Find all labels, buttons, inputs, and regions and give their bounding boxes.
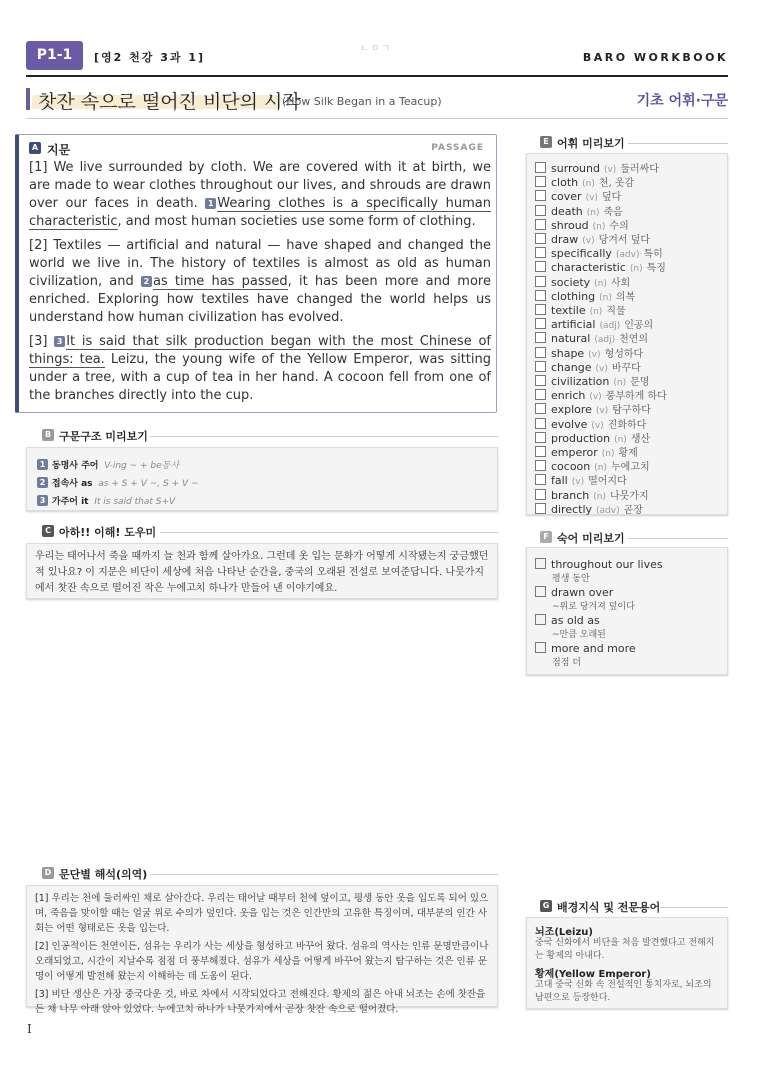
section-type-label: 기초 어휘·구문 xyxy=(636,93,728,109)
vocab-meaning: 천, 옷감 xyxy=(598,178,635,190)
vocab-item xyxy=(535,160,659,174)
vocab-word: branch xyxy=(551,488,590,502)
page-title: 찻잔 속으로 떨어진 비단의 시작 xyxy=(38,91,301,113)
vocab-word: shape xyxy=(551,346,585,360)
structure-row: 3 가주어 it It is said that S+V xyxy=(37,494,175,507)
vocab-word: society xyxy=(551,275,591,289)
vocab-item xyxy=(535,288,635,302)
vocab-meaning: 특히 xyxy=(643,249,663,261)
vocab-pos: (n) xyxy=(599,292,612,303)
checkbox[interactable] xyxy=(535,162,546,173)
vocab-word: production xyxy=(551,431,611,445)
vocab-meaning: 인공의 xyxy=(624,320,654,332)
vocab-word: civilization xyxy=(551,375,610,388)
vocab-pos: (v) xyxy=(591,420,604,431)
idiom-item: throughout our lives 평생 동안 xyxy=(535,558,663,584)
vocab-word: textile xyxy=(551,304,586,317)
vocab-pos: (n) xyxy=(613,378,627,388)
vocab-meaning: 떨어지다 xyxy=(588,476,627,488)
vocab-item xyxy=(535,359,641,373)
vocab-item xyxy=(535,274,630,288)
vocab-item xyxy=(535,217,629,231)
passage-paragraph-2: [2] Textiles — artificial and natural — have shaped and changed the world we live in. The history of textiles is almost as old as human civilization, and 2 as time has passed, it has been more and more enriched. Exploring how textiles have changed the world helps us understand how human civilization has evolved. xyxy=(29,238,491,325)
vocab-pos: (n) xyxy=(593,491,606,502)
vocab-meaning: 의복 xyxy=(615,291,636,303)
checkbox[interactable] xyxy=(535,503,546,514)
section-divider xyxy=(160,532,498,533)
idioms-box xyxy=(526,547,728,675)
vocab-word: emperor xyxy=(551,446,598,459)
structure-marker-2: 2 xyxy=(141,276,152,287)
checkbox[interactable] xyxy=(535,190,546,201)
vocab-meaning: 형성하다 xyxy=(604,348,644,360)
passage-text xyxy=(29,159,491,411)
checkbox[interactable] xyxy=(535,304,546,315)
checkbox[interactable] xyxy=(535,375,546,386)
vocab-pos: (v) xyxy=(588,349,601,360)
section-divider xyxy=(150,874,498,875)
vocab-pos: (v) xyxy=(595,406,609,417)
idioms-label: 숙어 미리보기 xyxy=(557,532,625,545)
checkbox[interactable] xyxy=(535,261,546,272)
checkbox[interactable] xyxy=(535,614,546,625)
idiom-item: drawn over ~위로 당겨져 덮이다 xyxy=(535,586,635,612)
helper-box xyxy=(26,543,498,599)
vocab-meaning: 문명 xyxy=(630,377,650,388)
structure-row: 1 동명사 주어 V-ing ~ + be동사 xyxy=(37,458,179,471)
vocab-meaning: 직물 xyxy=(606,306,626,317)
glossary-term: 뇌조(Leizu) xyxy=(535,927,593,938)
checkbox[interactable] xyxy=(535,332,546,343)
vocab-pos: (n) xyxy=(614,434,627,445)
vocab-meaning: 탐구하다 xyxy=(612,405,651,417)
vocab-pos: (n) xyxy=(594,463,607,474)
section-letter-b: B xyxy=(42,429,54,441)
checkbox[interactable] xyxy=(535,558,546,569)
vocab-pos: (n) xyxy=(582,179,595,190)
section-letter-e: E xyxy=(540,136,552,148)
checkbox[interactable] xyxy=(535,247,546,258)
vocab-item xyxy=(535,245,663,259)
vocab-word: explore xyxy=(551,403,592,417)
vocab-meaning: 나뭇가지 xyxy=(609,490,649,502)
translation-text xyxy=(35,891,491,1020)
vocab-word: change xyxy=(551,360,592,374)
section-letter-a: A xyxy=(29,142,41,154)
vocab-item xyxy=(535,501,643,515)
checkbox[interactable] xyxy=(535,290,546,301)
idiom-item: as old as ~만큼 오래된 xyxy=(535,614,606,640)
vocab-word: artificial xyxy=(551,318,596,332)
structure-label: 구문구조 미리보기 xyxy=(59,430,148,443)
vocab-box xyxy=(526,153,728,515)
vocab-word: characteristic xyxy=(551,261,626,275)
vocab-word: death xyxy=(551,204,583,218)
glossary-term: 황제(Yellow Emperor) xyxy=(535,969,651,980)
structure-marker-1: 1 xyxy=(205,198,216,209)
structure-row: 2 접속사 as as + S + V ~, S + V ~ xyxy=(37,476,199,489)
checkbox[interactable] xyxy=(535,389,546,400)
vocab-item xyxy=(535,345,643,359)
section-letter-g: G xyxy=(540,900,552,912)
vocab-meaning: 당겨서 덮다 xyxy=(598,235,651,246)
vocab-item xyxy=(535,259,666,273)
vocab-pos: (v) xyxy=(595,363,608,374)
checkbox[interactable] xyxy=(535,586,546,597)
vocab-item xyxy=(535,203,623,217)
helper-label: 아하!! 이해! 도우미 xyxy=(59,526,157,539)
vocab-meaning: 황제 xyxy=(618,448,638,459)
section-letter-c: C xyxy=(42,525,54,537)
vocab-word: specifically xyxy=(551,247,612,261)
vocab-item xyxy=(535,231,650,245)
passage-paragraph-1: [1] We live surrounded by cloth. We are covered with it at birth, we are made to wear clothes throughout our lives, and shrouds are drawn over our faces in death. 1 Wearing clothes is a specifically human characteristic, and most human societies use some form of clothing. xyxy=(29,160,491,229)
section-divider xyxy=(660,907,728,908)
vocab-word: cover xyxy=(551,190,582,204)
translation-box xyxy=(26,885,498,1015)
vocab-item xyxy=(535,401,651,415)
section-letter-d: D xyxy=(42,867,54,879)
vocab-item xyxy=(535,373,649,387)
vocab-word: directly xyxy=(551,502,593,516)
checkbox[interactable] xyxy=(535,233,546,244)
header-rule xyxy=(26,75,728,77)
section-divider xyxy=(628,538,728,539)
vocab-meaning: 덮다 xyxy=(601,192,622,204)
vocab-meaning: 둘러싸다 xyxy=(620,164,659,175)
vocab-pos: (adj) xyxy=(599,321,621,332)
checkbox[interactable] xyxy=(535,489,546,500)
vocab-item xyxy=(535,444,638,458)
vocab-item xyxy=(535,416,646,430)
title-rule xyxy=(26,118,728,119)
footer-mark: I xyxy=(27,1022,32,1036)
checkbox[interactable] xyxy=(535,318,546,329)
vocab-meaning: 사회 xyxy=(610,277,631,289)
vocab-item xyxy=(535,188,621,202)
vocab-pos: (n) xyxy=(586,207,600,218)
checkbox[interactable] xyxy=(535,432,546,443)
vocab-pos: (n) xyxy=(592,221,606,232)
vocab-pos: (v) xyxy=(571,477,585,488)
vocab-pos: (v) xyxy=(589,392,602,403)
vocab-item xyxy=(535,316,653,330)
page-subtitle: (How Silk Began in a Teacup) xyxy=(282,95,442,108)
section-divider xyxy=(150,436,498,437)
translation-paragraph-1: [1] 우리는 천에 둘러싸인 채로 살아간다. 우리는 태어날 때부터 천에 덮이고, 평생 동안 옷을 입도록 되어 있으며, 죽음을 맞이할 때는 얼굴 위로 수의가 덮인다. 옷을 입는 것은 인간만의 고유한 특징이며, 대부분의 인간 사회는 어떤 형태로든 옷을 입는다. xyxy=(35,893,489,934)
checkbox[interactable] xyxy=(535,276,546,287)
passage-paragraph-3: [3] 3 It is said that silk production began with the most Chinese of things: tea. Leizu, the young wife of the Yellow Emperor, was sitting under a tree, with a cup of tea in her hand. A cocoon fell from one of the branches directly into the cup. xyxy=(29,334,492,403)
vocab-item xyxy=(535,330,648,344)
vocab-word: clothing xyxy=(551,289,596,303)
glossary-box xyxy=(526,917,728,1009)
vocab-meaning: 곧장 xyxy=(623,504,643,516)
checkbox[interactable] xyxy=(535,176,546,187)
vocab-word: evolve xyxy=(551,417,588,431)
vocab-meaning: 천연의 xyxy=(619,334,649,346)
vocab-meaning: 풍부하게 하다 xyxy=(605,391,667,403)
vocab-meaning: 생산 xyxy=(630,433,651,445)
checkbox[interactable] xyxy=(535,446,546,457)
brand-name: BARO WORKBOOK xyxy=(582,51,728,64)
vocab-pos: (n) xyxy=(629,264,643,275)
vocab-word: natural xyxy=(551,332,591,346)
translation-paragraph-2: [2] 인공적이든 천연이든, 섬유는 우리가 사는 세상을 형성하고 바꾸어 왔다. 섬유의 역사는 인류 문명만큼이나 오래되었고, 시간이 지날수록 점점 더 풍부해졌다. 섬유가 세상을 어떻게 바꾸어 왔는지 탐구하는 것은 인류 문명이 어떻게 발전해 왔는지 이해하는 데 도움이 된다. xyxy=(35,941,489,982)
glossary-desc: 중국 신화에서 비단을 처음 발견했다고 전해지는 황제의 아내다. xyxy=(535,938,715,961)
vocab-pos: (n) xyxy=(589,307,603,317)
vocab-pos: (adv) xyxy=(596,505,620,516)
passage-box xyxy=(15,134,497,413)
checkbox[interactable] xyxy=(535,347,546,358)
lesson-badge: P1-1 xyxy=(26,41,83,70)
translation-label: 문단별 해석(의역) xyxy=(59,868,148,881)
vocab-meaning: 수의 xyxy=(609,220,629,232)
vocab-word: cocoon xyxy=(551,460,591,474)
vocab-pos: (adj) xyxy=(594,335,616,346)
passage-label: 지문 xyxy=(47,143,71,157)
lesson-label: [영2 천강 3과 1] xyxy=(94,51,206,64)
vocab-pos: (v) xyxy=(582,236,595,246)
vocab-item xyxy=(535,387,667,401)
section-divider xyxy=(628,143,728,144)
title-accent-bar xyxy=(26,88,30,110)
vocab-word: cloth xyxy=(551,176,579,190)
vocab-item xyxy=(535,487,649,501)
translation-paragraph-3: [3] 비단 생산은 가장 중국다운 것, 바로 차에서 시작되었다고 전해진다. 황제의 젊은 아내 뇌조는 손에 찻잔을 든 채 나무 아래 앉아 있었다. 누에고치 하나가 나뭇가지에서 곧장 찻잔 속으로 떨어졌다. xyxy=(35,989,486,1015)
vocab-word: enrich xyxy=(551,389,586,403)
checkbox[interactable] xyxy=(535,642,546,653)
vocab-meaning: 진화하다 xyxy=(607,419,647,431)
checkbox[interactable] xyxy=(535,460,546,471)
vocab-pos: (v) xyxy=(603,165,617,175)
vocab-pos: (n) xyxy=(601,449,615,459)
vocab-meaning: 누에고치 xyxy=(611,462,650,474)
checkbox[interactable] xyxy=(535,219,546,230)
glossary-desc: 고대 중국 신화 속 전설적인 통치자로, 뇌조의 남편으로 등장한다. xyxy=(535,980,712,1003)
checkbox[interactable] xyxy=(535,418,546,429)
vocab-pos: (adv) xyxy=(615,250,640,261)
passage-tag: PASSAGE xyxy=(431,143,484,153)
checkbox[interactable] xyxy=(535,474,546,485)
vocab-word: draw xyxy=(551,233,579,246)
checkbox[interactable] xyxy=(535,361,546,372)
vocab-item xyxy=(535,458,650,472)
structure-marker-3: 3 xyxy=(54,336,65,347)
vocab-word: shroud xyxy=(551,218,589,232)
checkbox[interactable] xyxy=(535,205,546,216)
vocab-word: surround xyxy=(551,162,600,175)
vocab-item xyxy=(535,302,626,316)
vocab-pos: (n) xyxy=(594,278,607,289)
page-mark: ㄴㅇㄱ xyxy=(360,44,393,54)
vocab-pos: (v) xyxy=(585,193,598,204)
glossary-label: 배경지식 및 전문용어 xyxy=(557,901,661,914)
checkbox[interactable] xyxy=(535,403,546,414)
section-letter-f: F xyxy=(540,531,552,543)
vocab-meaning: 바꾸다 xyxy=(611,362,641,374)
vocab-meaning: 특징 xyxy=(646,263,666,275)
vocab-item xyxy=(535,430,650,444)
idiom-item: more and more 점점 더 xyxy=(535,642,636,668)
structure-box xyxy=(26,447,498,511)
vocab-item xyxy=(535,174,634,188)
helper-text: 우리는 태어나서 죽을 때까지 늘 천과 함께 살아가요. 그런데 옷 입는 문화가 어떻게 시작됐는지 궁금했던 적 있나요? 이 지문은 비단이 세상에 처음 나타난 순간을, 중국의 오래된 전설로 보여준답니다. 나뭇가지에서 찻잔 속으로 떨어진 작은 누에고치 하나가 만들어 낸 이야기예요. xyxy=(35,551,489,594)
vocab-word: fall xyxy=(551,474,568,488)
vocab-meaning: 죽음 xyxy=(603,206,623,218)
vocab-item xyxy=(535,472,627,486)
vocab-label: 어휘 미리보기 xyxy=(557,137,625,150)
